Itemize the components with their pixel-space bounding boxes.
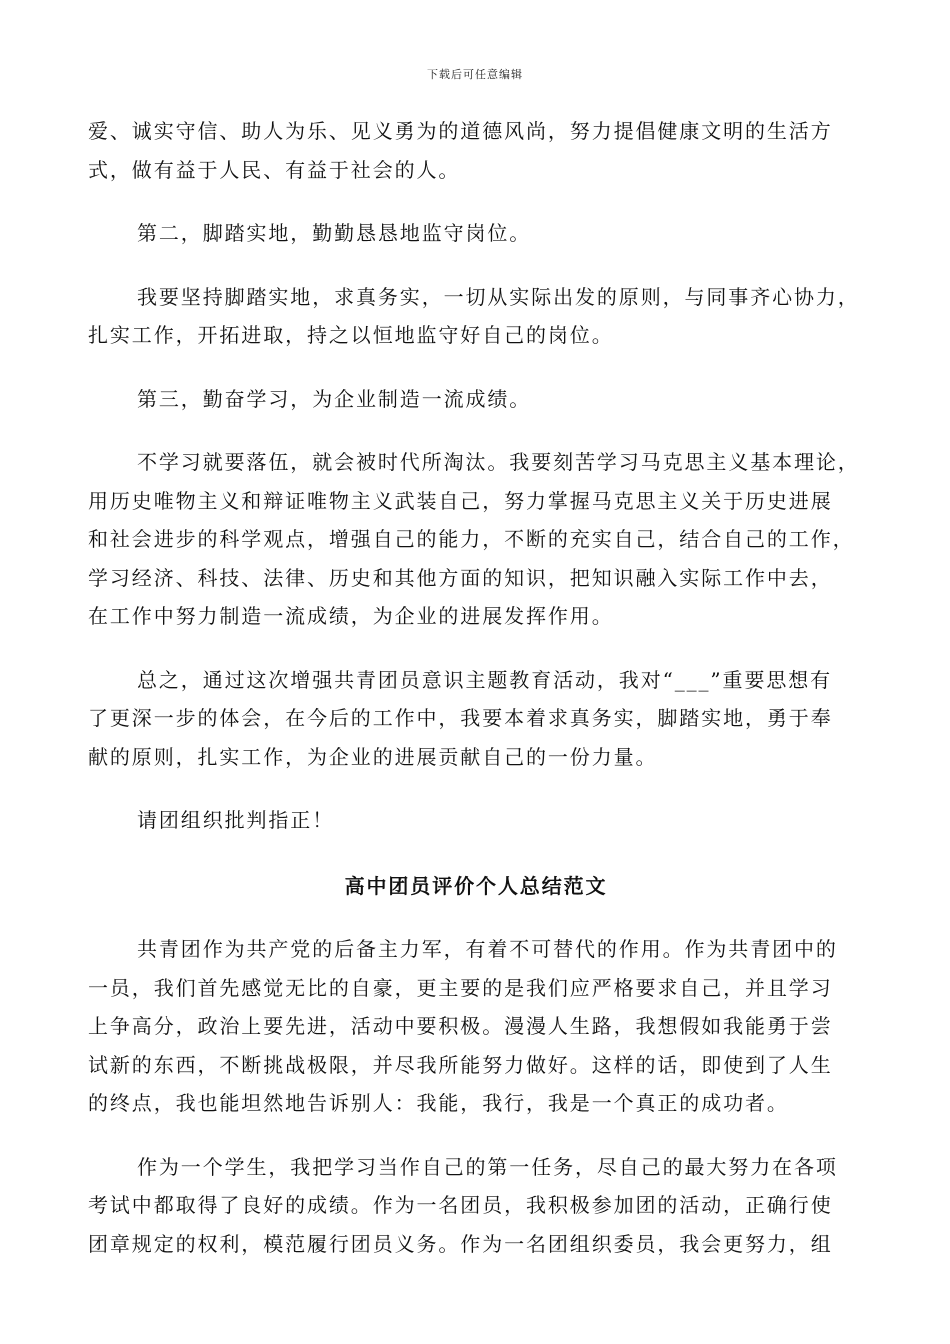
text-line: 在工作中努力制造一流成绩，为企业的进展发挥作用。 [88, 604, 614, 628]
paragraph-study [88, 443, 864, 636]
text-line: 扎实工作，开拓进取，持之以恒地监守好自己的岗位。 [88, 323, 614, 347]
document-body [88, 112, 864, 1263]
text-line: 共青团作为共产党的后备主力军，有着不可替代的作用。作为共青团中的 [137, 937, 838, 961]
text-line: 第二，脚踏实地，勤勤恳恳地监守岗位。 [137, 221, 532, 245]
paragraph-summary [88, 661, 864, 777]
text-line: 请团组织批判指正！ [137, 808, 335, 832]
paragraph-student [88, 1148, 864, 1264]
paragraph-continuation [88, 112, 864, 189]
text-line: 用历史唯物主义和辩证唯物主义武装自己，努力掌握马克思主义关于历史进展 [88, 488, 833, 513]
section-title: 高中团员评价个人总结范文 [344, 873, 608, 898]
paragraph-down-to-earth [88, 278, 864, 355]
text-line: 不学习就要落伍，就会被时代所淘汰。我要刻苦学习马克思主义基本理论， [137, 450, 860, 474]
paragraph-closing [88, 801, 864, 840]
text-line: 我要坚持脚踏实地，求真务实，一切从实际出发的原则，与同事齐心协力， [137, 284, 860, 309]
text-line: 爱、诚实守信、助人为乐、见义勇为的道德风尚，努力提倡健康文明的生活方 [88, 119, 833, 143]
page-header-note: 下载后可任意编辑 [427, 68, 523, 81]
text-line: 试新的东西，不断挑战极限，并尽我所能努力做好。这样的话，即使到了人生 [88, 1052, 833, 1077]
text-line: 作为一个学生，我把学习当作自己的第一任务，尽自己的最大努力在各项 [137, 1154, 838, 1179]
text-line: 了更深一步的体会，在今后的工作中，我要本着求真务实，脚踏实地，勇于奉 [88, 706, 833, 730]
text-line: 总之，通过这次增强共青团员意识主题教育活动，我对“___”重要思想有 [137, 667, 833, 692]
paragraph-point-two [88, 214, 864, 253]
text-line: 献的原则，扎实工作，为企业的进展贡献自己的一份力量。 [88, 744, 658, 769]
text-line: 考试中都取得了良好的成绩。作为一名团员，我积极参加团的活动，正确行使 [88, 1193, 833, 1217]
text-line: 一员，我们首先感觉无比的自豪，更主要的是我们应严格要求自己，并且学习 [88, 975, 833, 1000]
text-line: 式，做有益于人民、有益于社会的人。 [88, 157, 461, 182]
text-line: 学习经济、科技、法律、历史和其他方面的知识，把知识融入实际工作中去， [88, 565, 833, 590]
text-line: 和社会进步的科学观点，增强自己的能力，不断的充实自己，结合自己的工作， [88, 527, 855, 551]
text-line: 的终点，我也能坦然地告诉别人：我能，我行，我是一个真正的成功者。 [88, 1091, 789, 1115]
text-line: 团章规定的权利，模范履行团员义务。作为一名团组织委员，我会更努力，组 [88, 1231, 833, 1256]
paragraph-point-three [88, 380, 864, 419]
text-line: 第三，勤奋学习，为企业制造一流成绩。 [137, 386, 532, 411]
text-line: 上争高分，政治上要先进，活动中要积极。漫漫人生路，我想假如我能勇于尝 [88, 1014, 833, 1038]
paragraph-league-role [88, 930, 864, 1123]
